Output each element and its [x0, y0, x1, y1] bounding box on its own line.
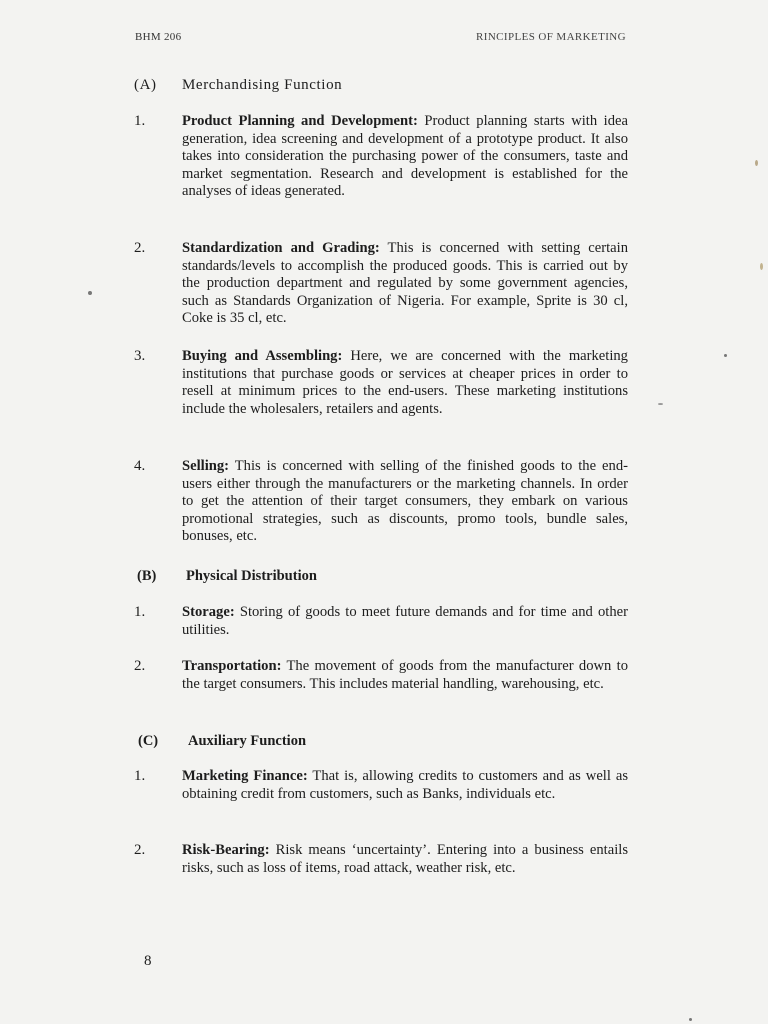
scan-speck	[689, 1018, 692, 1021]
item-term: Risk-Bearing:	[182, 842, 270, 858]
item-body	[182, 768, 628, 803]
item-number: 4.	[134, 458, 146, 474]
item-text: That is, allowing credits to customers and as well as obtaining credit from customers, such as Banks, individuals etc.	[182, 768, 628, 802]
item-number: 2.	[134, 240, 146, 256]
item-text: The movement of goods from the manufacturer down to the target consumers. This includes material handling, warehousing, etc.	[182, 658, 628, 692]
section-title: Auxiliary Function	[188, 733, 307, 749]
item-number: 3.	[134, 348, 146, 364]
item-text: Product planning starts with idea generation, idea screening and development of a prototype product. It also takes into consideration the purchasing power of the consumers, taste and market segmentation. Research and development is established for the analyses of ideas generated.	[182, 113, 628, 200]
scan-speck	[724, 354, 727, 357]
item-term: Product Planning and Development:	[182, 113, 418, 129]
item-body	[182, 113, 628, 201]
item-term: Marketing Finance:	[182, 768, 308, 784]
section-title: Merchandising Function	[182, 77, 343, 93]
item-number: 2.	[134, 842, 146, 858]
section-marker: (A)	[134, 77, 157, 93]
item-text: This is concerned with selling of the finished goods to the end-users either through the manufacturers or the marketing channels. In order to get the attention of their target consumers, they embark on various promotional strategies, such as discounts, promo tools, bundle sales, bonuses, etc.	[182, 458, 628, 545]
scan-speck	[88, 291, 92, 295]
section-marker: (B)	[137, 568, 157, 584]
scan-speck	[658, 403, 663, 405]
page-number: 8	[144, 953, 152, 969]
item-body	[182, 458, 628, 546]
item-number: 1.	[134, 604, 146, 620]
item-text: Storing of goods to meet future demands and for time and other utilities.	[182, 604, 628, 638]
item-term: Standardization and Grading:	[182, 240, 380, 256]
item-number: 2.	[134, 658, 146, 674]
item-text: Here, we are concerned with the marketing institutions that purchase goods or services at cheaper prices in order to resell at minimum prices to the end-users. These marketing institutions include the wholesalers, retailers and agents.	[182, 348, 628, 417]
item-body	[182, 842, 628, 877]
item-body	[182, 604, 628, 639]
item-text: Risk means ‘uncertainty’. Entering into a business entails risks, such as loss of items, road attack, weather risk, etc.	[182, 842, 628, 876]
item-body	[182, 240, 628, 328]
item-term: Buying and Assembling:	[182, 348, 343, 364]
item-term: Transportation:	[182, 658, 282, 674]
item-body	[182, 658, 628, 693]
item-body	[182, 348, 628, 418]
section-marker: (C)	[138, 733, 159, 749]
scan-speck	[755, 160, 758, 166]
item-number: 1.	[134, 113, 146, 129]
header-course-title: RINCIPLES OF MARKETING	[476, 31, 626, 43]
item-number: 1.	[134, 768, 146, 784]
header-course-code: BHM 206	[135, 31, 182, 43]
item-text: This is concerned with setting certain standards/levels to accomplish the produced goods. This is carried out by the production department and regulated by some government agencies, such as Standards Organization of Nigeria. For example, Sprite is 30 cl, Coke is 35 cl, etc.	[182, 240, 629, 327]
item-term: Storage:	[182, 604, 235, 620]
item-term: Selling:	[182, 458, 230, 474]
section-title: Physical Distribution	[186, 568, 317, 584]
scan-speck	[760, 263, 763, 270]
